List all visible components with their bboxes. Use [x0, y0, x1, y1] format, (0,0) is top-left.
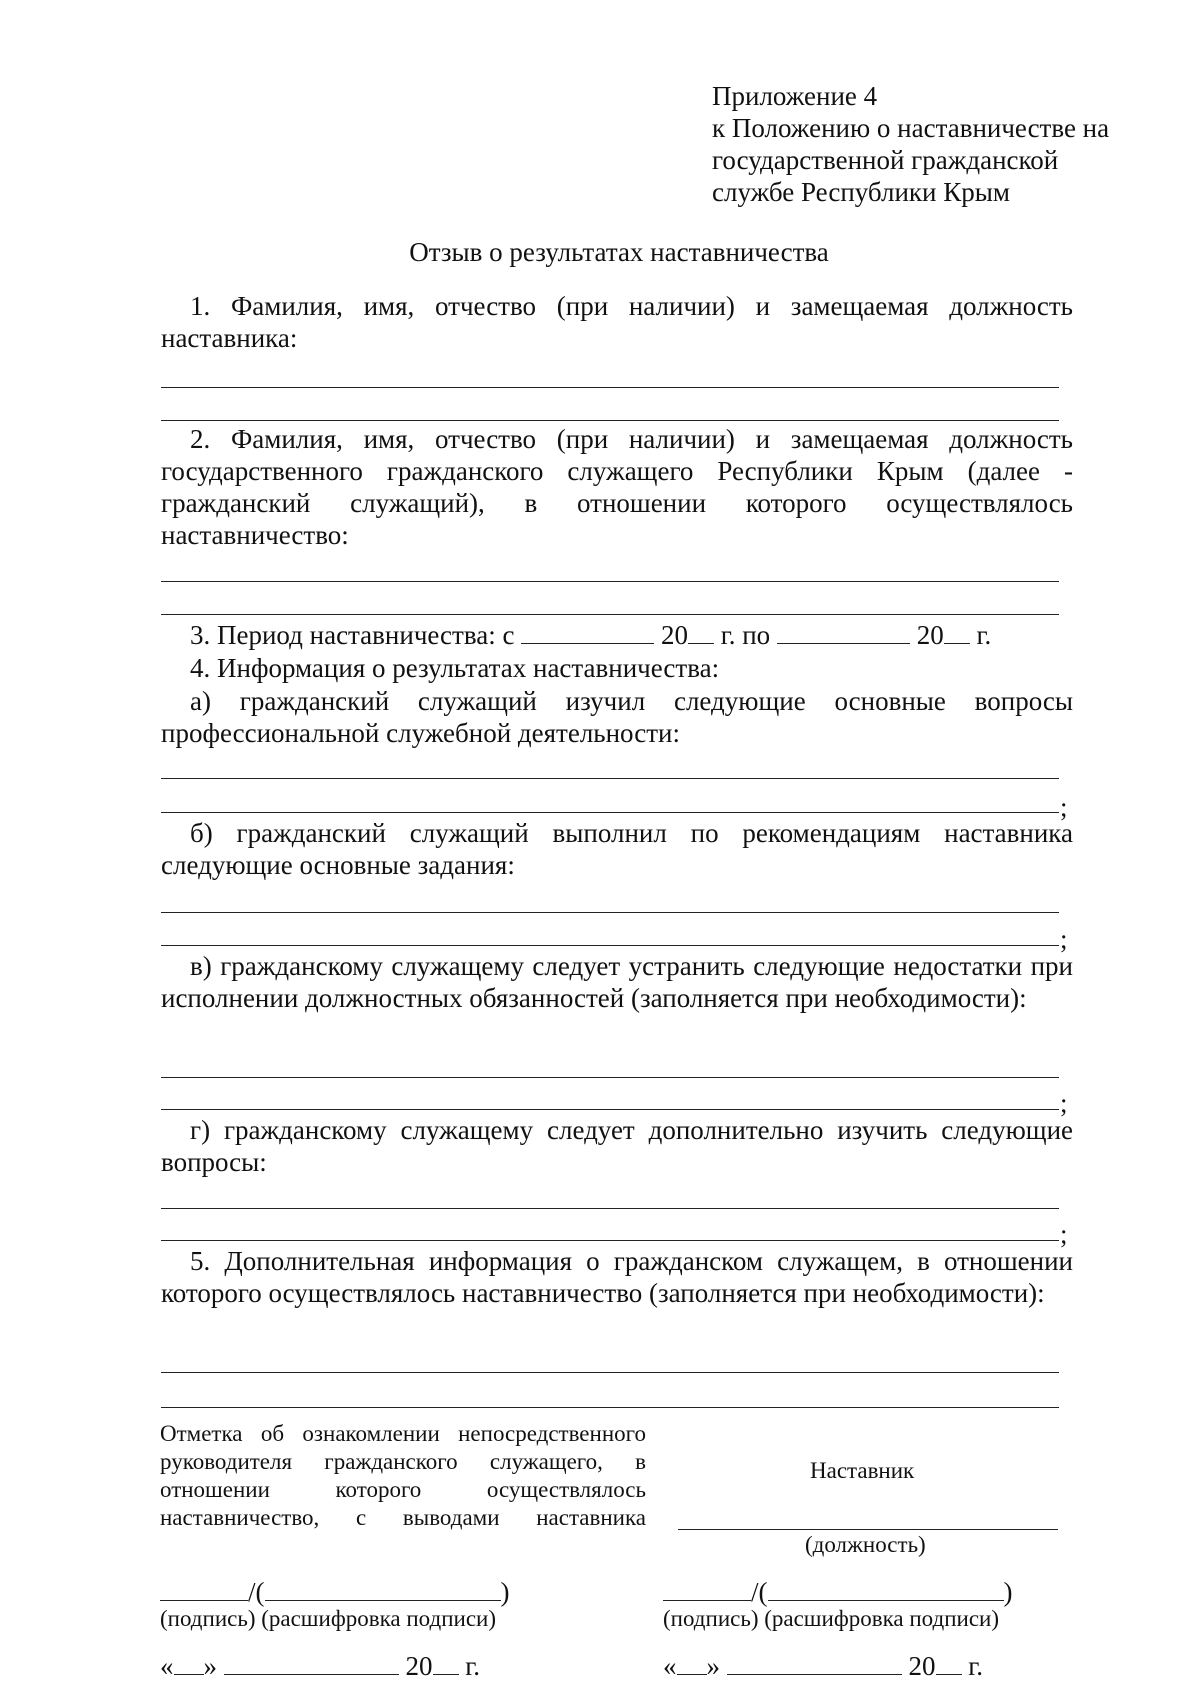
period-suffix: г. — [976, 620, 992, 650]
quote-close: » — [203, 1651, 217, 1681]
signature-caption: (подпись) (расшифровка подписи) — [160, 1606, 497, 1631]
fill-line[interactable] — [161, 420, 1059, 421]
item-4g-text: г) гражданскому служащему следует дополнительно изучить следующие вопросы: — [161, 1115, 1073, 1177]
mentor-signature-row — [663, 1578, 1013, 1606]
fill-line[interactable] — [161, 945, 1059, 946]
fill-line[interactable] — [161, 1077, 1059, 1078]
item-4-text: 4. Информация о результатах наставничества: — [190, 653, 720, 683]
quote-close: » — [706, 1651, 720, 1681]
year-label: 20 — [405, 1651, 433, 1681]
quote-open: « — [663, 1651, 677, 1681]
signature-decode-field[interactable] — [768, 1580, 1004, 1601]
item-4b-text: б) гражданский служащий выполнил по рекомендациям наставника следующие основные задания: — [161, 818, 1073, 880]
fill-line[interactable] — [161, 581, 1059, 582]
appendix-line: Приложение 4 — [712, 81, 878, 111]
semicolon: ; — [1060, 792, 1068, 822]
month-field[interactable] — [224, 1654, 399, 1675]
fill-line[interactable] — [161, 1208, 1059, 1209]
year-label: 20 — [908, 1651, 936, 1681]
appendix-line: к Положению о наставничестве на — [712, 113, 1110, 143]
fill-line[interactable] — [161, 812, 1059, 813]
quote-open: « — [160, 1651, 174, 1681]
semicolon: ; — [1060, 1219, 1068, 1249]
item-2-text: 2. Фамилия, имя, отчество (при наличии) и замещаемая должность государственного гражданского служащего Республики Крым (далее - гражданский служащий), в отношении которого осуществлялось наставничество: — [161, 424, 1073, 550]
signature-close: ) — [1003, 1577, 1013, 1607]
signature-field[interactable] — [663, 1580, 751, 1601]
fill-line[interactable] — [161, 1407, 1059, 1408]
fill-line[interactable] — [161, 1372, 1059, 1373]
year-field[interactable] — [936, 1654, 962, 1675]
item-4a-text: а) гражданский служащий изучил следующие основные вопросы профессиональной служебной деятельности: — [161, 686, 1073, 748]
item-5-text: 5. Дополнительная информация о гражданском служащем, в отношении которого осуществлялось наставничество (заполняется при необходимости): — [161, 1246, 1073, 1308]
signature-slash: /( — [751, 1577, 768, 1607]
item-3-period — [190, 619, 991, 651]
period-mid: г. по — [720, 620, 771, 650]
start-year-field[interactable] — [688, 619, 714, 644]
signature-close: ) — [500, 1577, 510, 1607]
semicolon: ; — [1060, 924, 1068, 954]
fill-line[interactable] — [161, 912, 1059, 913]
end-date-field[interactable] — [777, 619, 910, 644]
item-4v-text: в) гражданскому служащему следует устранить следующие недостатки при исполнении должностных обязанностей (заполняется при необходимости): — [161, 951, 1073, 1013]
supervisor-signature-row — [160, 1578, 510, 1606]
month-field[interactable] — [727, 1654, 902, 1675]
fill-line[interactable] — [161, 1240, 1059, 1241]
year-field[interactable] — [433, 1654, 459, 1675]
period-prefix: 3. Период наставничества: с — [190, 620, 515, 650]
appendix-line: службе Республики Крым — [712, 177, 1010, 207]
position-caption: (должность) — [805, 1532, 926, 1557]
year-label: 20 — [660, 620, 688, 650]
signature-caption: (подпись) (расшифровка подписи) — [663, 1606, 1000, 1631]
fill-line[interactable] — [161, 1109, 1059, 1110]
signature-decode-field[interactable] — [265, 1580, 501, 1601]
end-year-field[interactable] — [944, 619, 970, 644]
year-label: 20 — [916, 620, 944, 650]
year-suffix: г. — [465, 1651, 481, 1681]
mentor-date-row — [663, 1652, 983, 1680]
semicolon: ; — [1060, 1088, 1068, 1118]
start-date-field[interactable] — [521, 619, 654, 644]
fill-line[interactable] — [161, 387, 1059, 388]
mentor-label: Наставник — [810, 1458, 915, 1483]
mentor-position-line[interactable] — [678, 1529, 1058, 1530]
appendix-header — [712, 80, 1109, 208]
day-field[interactable] — [174, 1654, 204, 1675]
year-suffix: г. — [968, 1651, 984, 1681]
supervisor-acknowledgement-note: Отметка об ознакомлении непосредственного руководителя гражданского служащего, в отношении которого осуществлялось наставничество, с выводами наставника — [160, 1421, 646, 1530]
document-title: Отзыв о результатах наставничества — [409, 237, 829, 267]
fill-line[interactable] — [161, 778, 1059, 779]
supervisor-date-row — [160, 1652, 480, 1680]
signature-field[interactable] — [160, 1580, 248, 1601]
appendix-line: государственной гражданской — [712, 145, 1059, 175]
fill-line[interactable] — [161, 614, 1059, 615]
signature-slash: /( — [248, 1577, 265, 1607]
day-field[interactable] — [677, 1654, 707, 1675]
item-1-text: 1. Фамилия, имя, отчество (при наличии) и замещаемая должность наставника: — [161, 291, 1073, 353]
